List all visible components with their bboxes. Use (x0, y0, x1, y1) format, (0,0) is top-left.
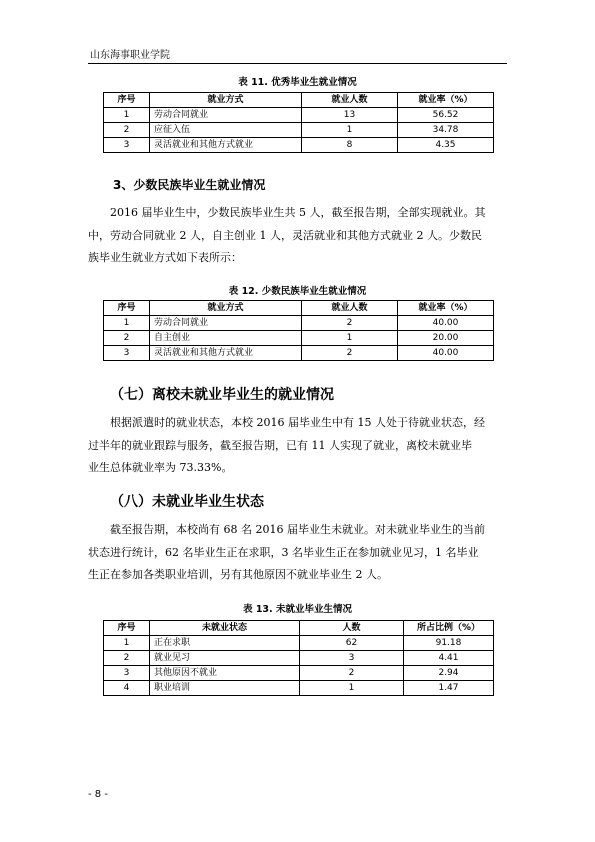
table-cell: 2 (104, 331, 150, 346)
header-rule (88, 63, 507, 64)
table-cell: 3 (300, 651, 404, 666)
table-cell: 2 (104, 123, 150, 138)
table-cell: 20.00 (398, 331, 494, 346)
table-row (104, 123, 494, 138)
table-cell: 91.18 (404, 636, 494, 651)
col-header: 未就业状态 (150, 621, 300, 636)
section-8-paragraph (88, 519, 508, 587)
table-cell: 62 (300, 636, 404, 651)
table-row (104, 346, 494, 361)
table-cell: 其他原因不就业 (150, 666, 300, 681)
running-header: 山东海事职业学院 (90, 50, 170, 61)
table-row (104, 666, 494, 681)
table-13-caption: 表 13. 未就业毕业生情况 (243, 604, 352, 615)
paragraph-line: 业生总体就业率为 73.33%。 (88, 461, 233, 474)
table-cell: 劳动合同就业 (150, 316, 302, 331)
table-cell: 1 (302, 331, 398, 346)
table-cell: 4.41 (404, 651, 494, 666)
table-cell: 职业培训 (150, 681, 300, 696)
table-12 (103, 300, 494, 361)
table-cell: 2 (302, 316, 398, 331)
table-row (104, 108, 494, 123)
col-header: 就业方式 (150, 93, 302, 108)
table-cell: 灵活就业和其他方式就业 (150, 138, 302, 153)
col-header: 所占比例（%） (404, 621, 494, 636)
paragraph-line: 截至报告期，本校尚有 68 名 2016 届毕业生未就业。对未就业毕业生的当前 (88, 523, 485, 536)
table-row (104, 316, 494, 331)
table-cell: 3 (104, 346, 150, 361)
table-cell: 正在求职 (150, 636, 300, 651)
table-13 (103, 620, 494, 696)
paragraph-line: 中，劳动合同就业 2 人，自主创业 1 人，灵活就业和其他方式就业 2 人。少数民 (88, 228, 482, 242)
table-11 (103, 92, 494, 153)
page-number: - 8 - (88, 789, 108, 800)
paragraph-line: 过半年的就业跟踪与服务，截至报告期，已有 11 人实现了就业，离校未就业毕 (88, 438, 472, 452)
section-3-paragraph (88, 202, 508, 270)
col-header: 就业率（%） (398, 301, 494, 316)
table-row (104, 138, 494, 153)
table-cell: 2 (302, 346, 398, 361)
table-cell: 40.00 (398, 346, 494, 361)
table-cell: 2.94 (404, 666, 494, 681)
table-cell: 1 (104, 316, 150, 331)
table-cell: 1 (104, 636, 150, 651)
table-cell: 56.52 (398, 108, 494, 123)
col-header: 就业方式 (150, 301, 302, 316)
table-cell: 2 (300, 666, 404, 681)
table-header-row (104, 93, 494, 108)
col-header: 序号 (104, 301, 150, 316)
table-cell: 就业见习 (150, 651, 300, 666)
table-row (104, 636, 494, 651)
table-cell: 1 (104, 108, 150, 123)
paragraph-line: 生正在参加各类职业培训，另有其他原因不就业毕业生 2 人。 (88, 568, 388, 581)
section-3-heading: 3、少数民族毕业生就业情况 (113, 178, 266, 192)
paragraph-line: 根据派遣时的就业状态，本校 2016 届毕业生中有 15 人处于待就业状态，经 (88, 416, 485, 429)
table-cell: 4 (104, 681, 150, 696)
table-header-row (104, 301, 494, 316)
section-8-heading: （八）未就业毕业生状态 (110, 494, 264, 510)
table-cell: 劳动合同就业 (150, 108, 302, 123)
table-cell: 3 (104, 138, 150, 153)
table-12-caption: 表 12. 少数民族毕业生就业情况 (228, 286, 367, 297)
table-cell: 3 (104, 666, 150, 681)
table-11-caption: 表 11. 优秀毕业生就业情况 (238, 77, 357, 88)
col-header: 序号 (104, 93, 150, 108)
table-cell: 自主创业 (150, 331, 302, 346)
table-cell: 4.35 (398, 138, 494, 153)
col-header: 就业人数 (302, 301, 398, 316)
table-cell: 34.78 (398, 123, 494, 138)
paragraph-line: 状态进行统计，62 名毕业生正在求职，3 名毕业生正在参加就业见习，1 名毕业 (88, 545, 479, 559)
table-cell: 1 (302, 123, 398, 138)
table-row (104, 331, 494, 346)
table-cell: 13 (302, 108, 398, 123)
table-cell: 应征入伍 (150, 123, 302, 138)
col-header: 就业人数 (302, 93, 398, 108)
section-7-heading: （七）离校未就业毕业生的就业情况 (110, 387, 334, 403)
table-cell: 1.47 (404, 681, 494, 696)
table-cell: 8 (302, 138, 398, 153)
col-header: 人数 (300, 621, 404, 636)
table-cell: 2 (104, 651, 150, 666)
table-cell: 灵活就业和其他方式就业 (150, 346, 302, 361)
table-cell: 40.00 (398, 316, 494, 331)
table-row (104, 651, 494, 666)
col-header: 就业率（%） (398, 93, 494, 108)
table-row (104, 681, 494, 696)
table-cell: 1 (300, 681, 404, 696)
paragraph-line: 族毕业生就业方式如下表所示： (88, 251, 242, 264)
table-header-row (104, 621, 494, 636)
section-7-paragraph (88, 412, 508, 480)
paragraph-line: 2016 届毕业生中，少数民族毕业生共 5 人，截至报告期，全部实现就业。其 (88, 206, 486, 219)
col-header: 序号 (104, 621, 150, 636)
